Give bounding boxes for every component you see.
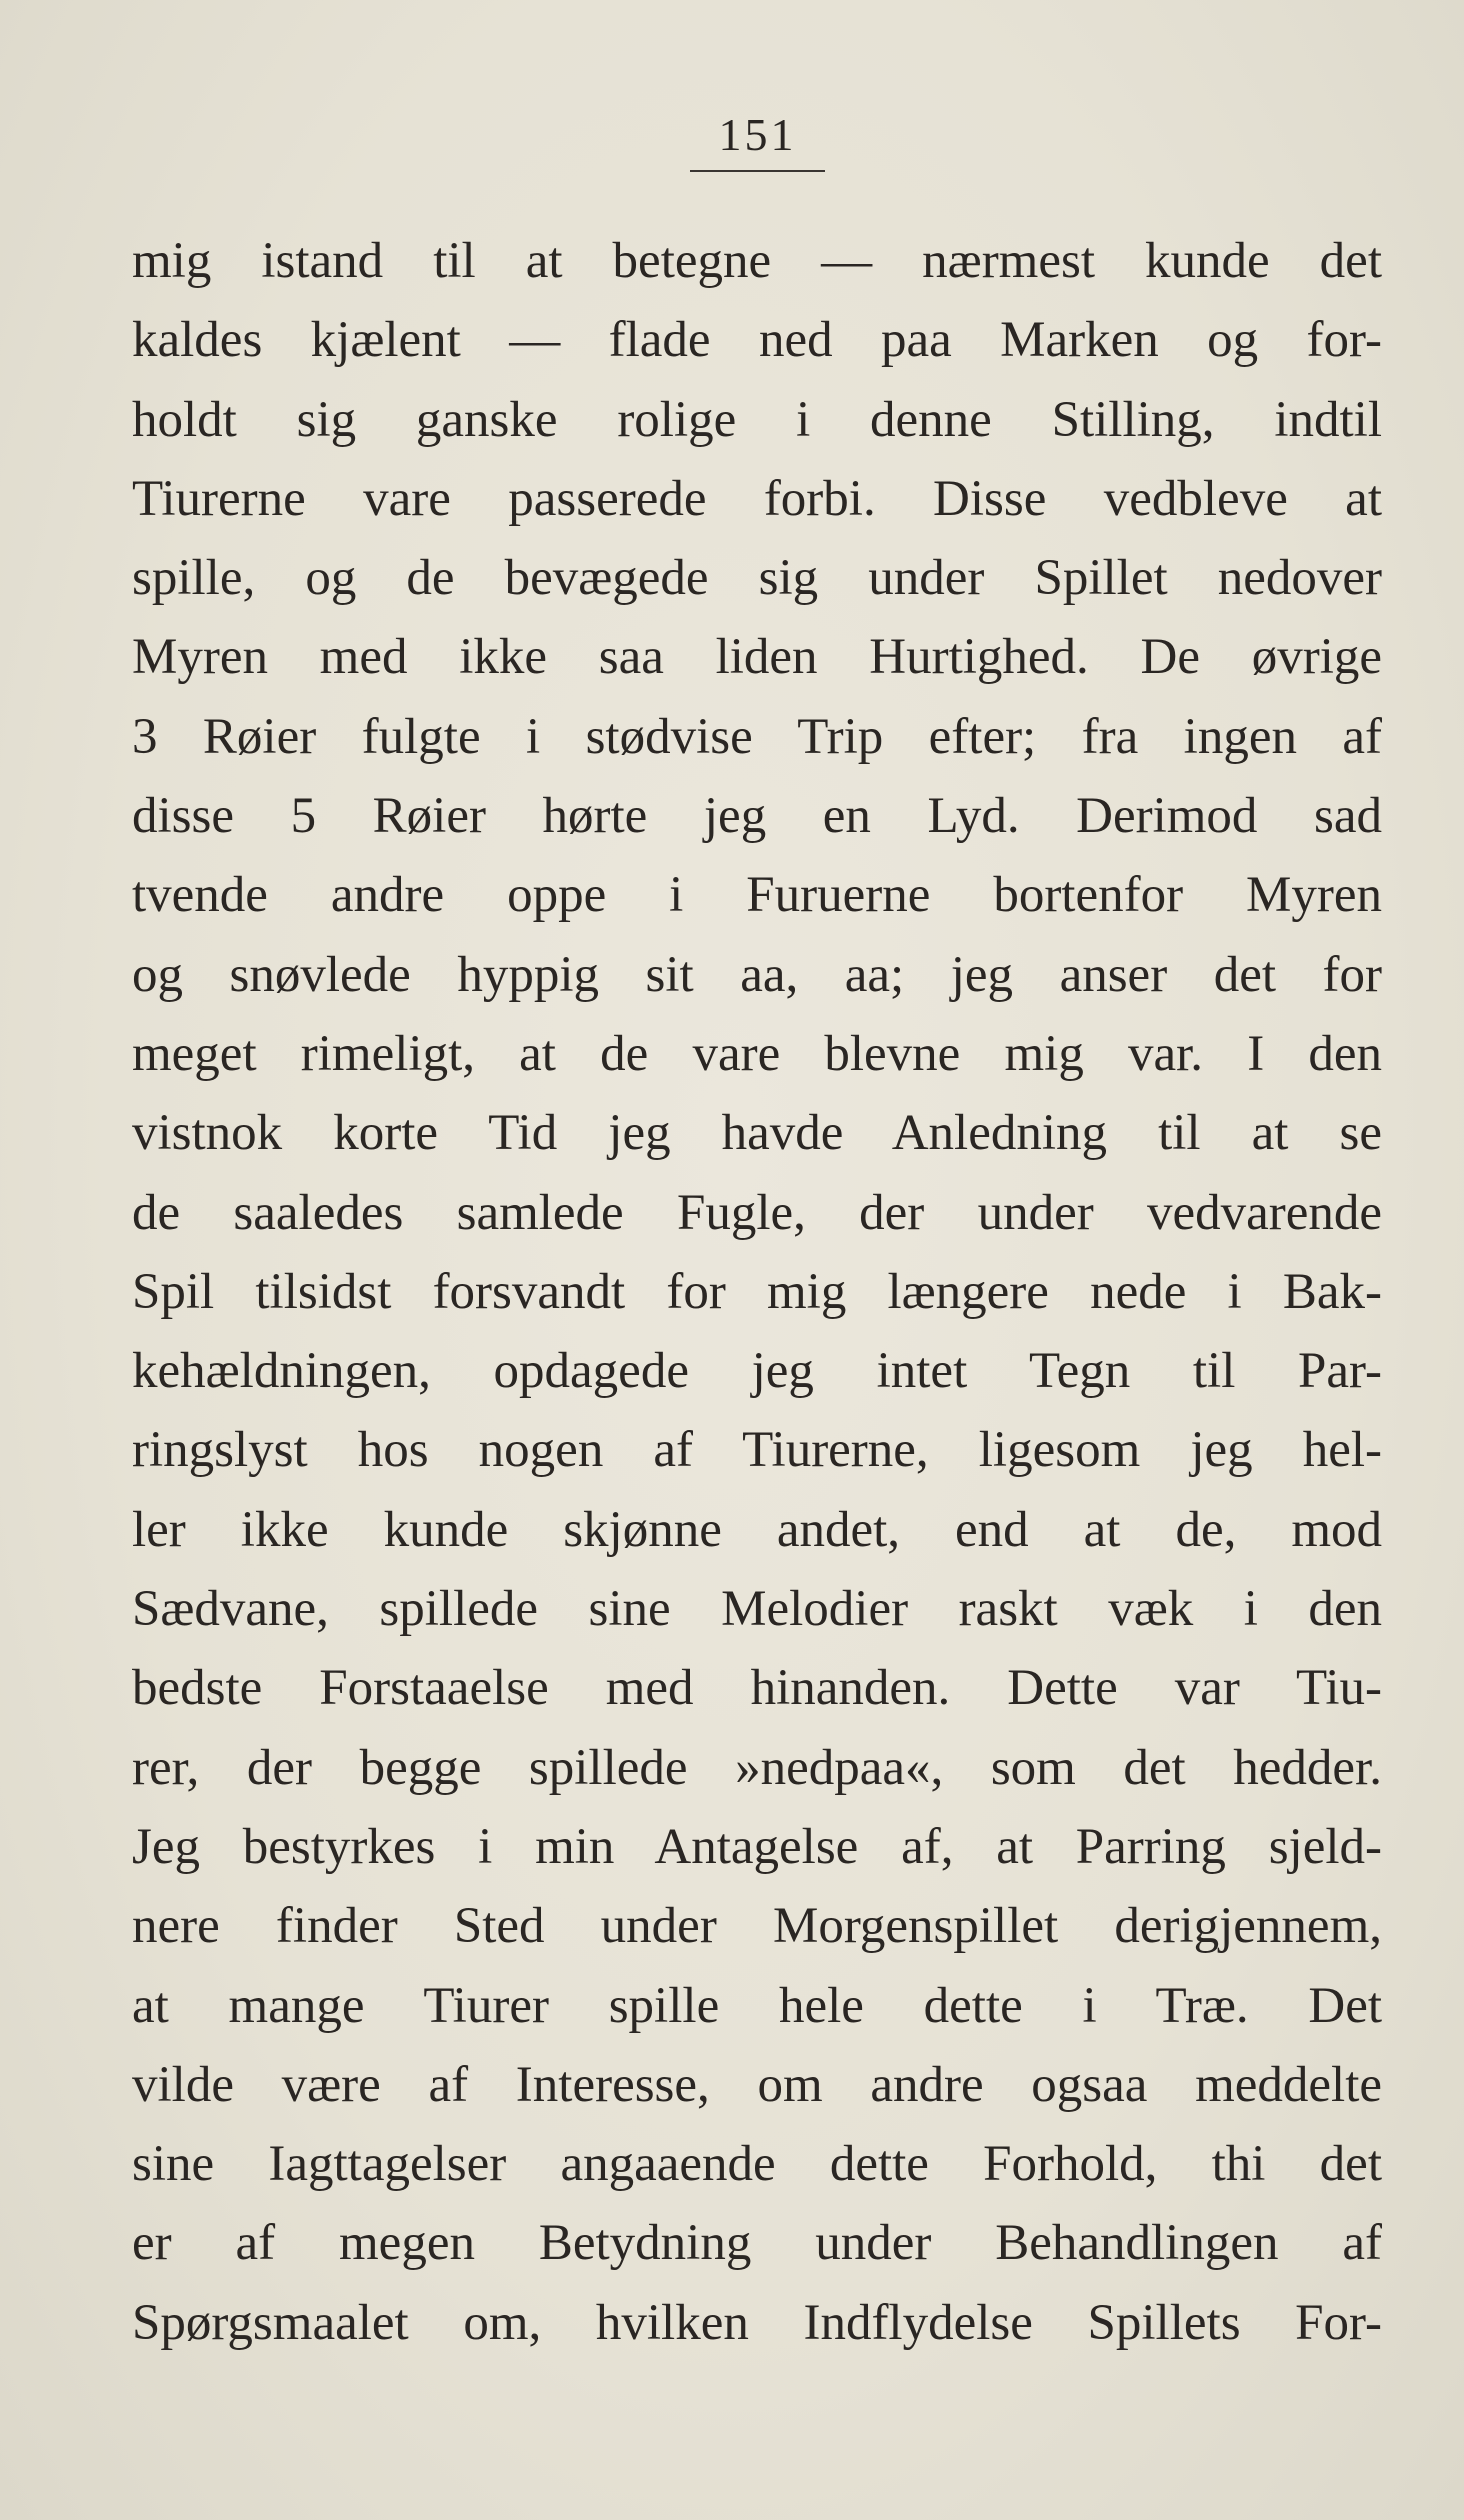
- text-line: holdt sig ganske rolige i denne Stilling, indtil: [132, 391, 1382, 448]
- text-line: Tiurerne vare passerede forbi. Disse vedbleve at: [132, 470, 1382, 527]
- text-line: tvende andre oppe i Furuerne bortenfor Myren: [132, 867, 1382, 924]
- text-line: Spørgsmaalet om, hvilken Indflydelse Spillets For-: [132, 2294, 1382, 2351]
- text-line: disse 5 Røier hørte jeg en Lyd. Derimod sad: [132, 788, 1382, 845]
- text-line: nere finder Sted under Morgenspillet derigjennem,: [132, 1898, 1382, 1955]
- text-line: bedste Forstaaelse med hinanden. Dette var Tiu-: [132, 1660, 1382, 1717]
- text-line: kaldes kjælent — flade ned paa Marken og for-: [132, 312, 1382, 369]
- text-line: meget rimeligt, at de vare blevne mig var. I den: [132, 1025, 1382, 1082]
- text-line: ler ikke kunde skjønne andet, end at de, mod: [132, 1501, 1382, 1558]
- text-line: 3 Røier fulgte i stødvise Trip efter; fra ingen af: [132, 708, 1382, 765]
- body-text: [132, 226, 1382, 2367]
- text-line: Myren med ikke saa liden Hurtighed. De øvrige: [132, 629, 1382, 686]
- page-number-rule: [690, 170, 825, 172]
- text-line: de saaledes samlede Fugle, der under vedvarende: [132, 1184, 1382, 1241]
- text-line: Spil tilsidst forsvandt for mig længere nede i Bak-: [132, 1263, 1382, 1320]
- text-line: mig istand til at betegne — nærmest kunde det: [132, 233, 1382, 289]
- text-line: sine Iagttagelser angaaende dette Forhold, thi det: [132, 2136, 1382, 2193]
- text-line: Sædvane, spillede sine Melodier raskt væk i den: [132, 1581, 1382, 1638]
- text-line: og snøvlede hyppig sit aa, aa; jeg anser det for: [132, 946, 1382, 1003]
- text-line: at mange Tiurer spille hele dette i Træ. Det: [132, 1977, 1382, 2034]
- text-line: Jeg bestyrkes i min Antagelse af, at Parring sjeld-: [132, 1818, 1382, 1875]
- text-line: spille, og de bevægede sig under Spillet nedover: [132, 550, 1382, 607]
- text-line: vilde være af Interesse, om andre ogsaa meddelte: [132, 2056, 1382, 2113]
- text-line: er af megen Betydning under Behandlingen af: [132, 2215, 1382, 2272]
- text-line: rer, der begge spillede »nedpaa«, som det hedder.: [132, 1739, 1382, 1796]
- text-line: vistnok korte Tid jeg havde Anledning til at se: [132, 1105, 1382, 1162]
- text-line: kehældningen, opdagede jeg intet Tegn til Par-: [132, 1343, 1382, 1400]
- text-line: ringslyst hos nogen af Tiurerne, ligesom jeg hel-: [132, 1422, 1382, 1479]
- page-number: 151: [718, 109, 797, 160]
